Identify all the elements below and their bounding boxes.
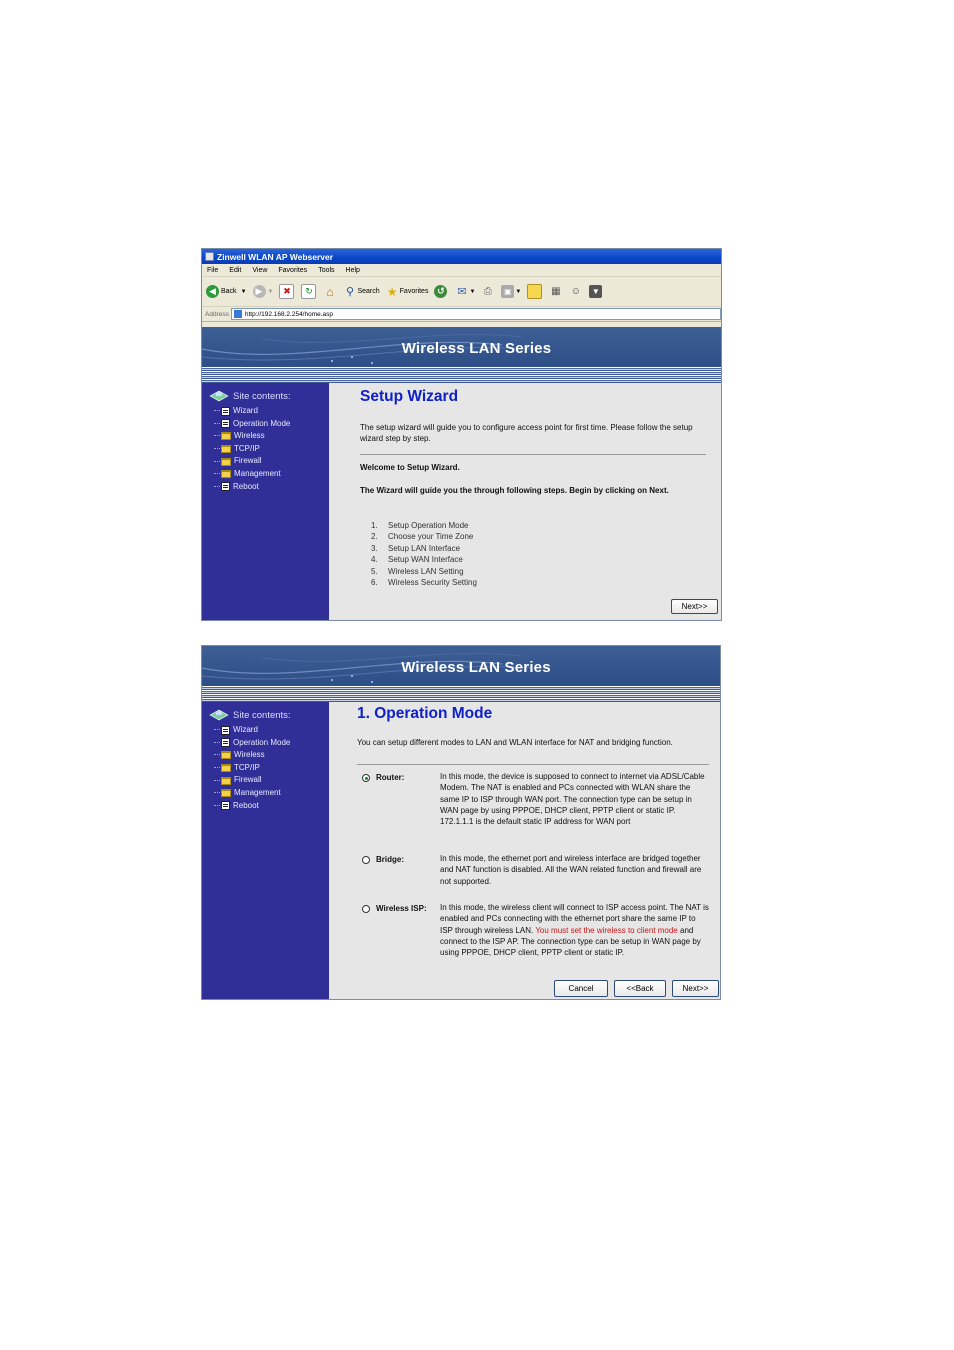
sidebar-item-firewall[interactable] (214, 774, 329, 787)
next-button[interactable]: Next>> (671, 599, 718, 614)
media-button[interactable] (589, 285, 603, 298)
banner-title: Wireless LAN Series (401, 340, 552, 357)
mail-icon: ✉ (457, 286, 467, 298)
home-button[interactable] (323, 285, 337, 298)
sidebar-heading-label: Site contents: (233, 391, 291, 402)
sidebar-heading (208, 707, 329, 721)
menu-tools[interactable]: Tools (318, 266, 335, 274)
menu-favorites[interactable]: Favorites (278, 266, 308, 274)
banner (202, 327, 721, 367)
banner (202, 646, 720, 686)
research-button[interactable] (549, 285, 563, 298)
step-number: 1. (371, 521, 378, 530)
divider (357, 764, 709, 765)
sidebar-item-label: Wizard (233, 406, 258, 415)
isp-desc-part-2: and connect to the ISP AP. The connection type can be setup in WAN page by using PPPOE, DHCP client, PPTP client or static IP. (440, 925, 701, 958)
site-tree (214, 724, 329, 812)
step-label: Wireless Security Setting (388, 578, 477, 588)
step-label: Setup Operation Mode (388, 521, 469, 530)
welcome-text: Welcome to Setup Wizard. (360, 463, 460, 472)
back-button[interactable] (206, 285, 247, 298)
stop-icon: ✖ (279, 284, 294, 299)
step-number: 3. (371, 543, 378, 553)
sidebar-item-management[interactable] (214, 468, 329, 481)
wireless-isp-label: Wireless ISP: (376, 904, 427, 913)
step-number: 4. (371, 555, 378, 565)
star-icon: ★ (386, 284, 398, 299)
folder-icon (221, 458, 231, 466)
folder-icon (221, 445, 231, 453)
paw-icon: ☺ (570, 286, 581, 297)
dropdown-arrow-icon: ▼ (240, 288, 247, 295)
list-item (371, 543, 477, 554)
document-icon (221, 801, 230, 810)
sidebar-item-operation-mode[interactable] (214, 418, 329, 431)
cancel-button[interactable]: Cancel (554, 980, 608, 997)
sidebar-item-label: Wizard (233, 725, 258, 734)
sidebar-item-label: Operation Mode (233, 418, 291, 428)
search-button[interactable] (343, 285, 379, 298)
sidebar-item-wireless[interactable] (214, 749, 329, 762)
sidebar-item-label: Wireless (234, 431, 265, 441)
list-item (371, 577, 477, 588)
folder-icon (221, 432, 231, 440)
menu-file[interactable]: File (207, 266, 219, 274)
address-url: http://192.168.2.254/home.asp (244, 310, 334, 318)
sidebar-item-label: Reboot (233, 800, 259, 810)
sidebar-item-reboot[interactable] (214, 800, 329, 813)
messenger-button[interactable] (569, 285, 583, 298)
divider (360, 454, 706, 455)
folder-icon (221, 764, 231, 772)
isp-warning-text: You must set the wireless to client mode (535, 925, 678, 935)
menu-help[interactable]: Help (345, 266, 360, 274)
guide-text: The Wizard will guide you the through following steps. Begin by clicking on Next. (360, 486, 669, 495)
browser-window (201, 248, 722, 621)
refresh-icon: ↻ (301, 284, 316, 299)
note-icon (527, 284, 542, 299)
banner-stripe (202, 367, 721, 383)
sidebar-heading (208, 388, 329, 402)
sidebar (202, 702, 329, 999)
sidebar-item-label: Operation Mode (233, 737, 291, 747)
history-button[interactable] (434, 285, 449, 298)
wireless-isp-radio[interactable] (362, 905, 370, 913)
page-icon (234, 310, 242, 318)
step-label: Setup LAN Interface (388, 543, 461, 553)
research-icon: ▦ (551, 286, 561, 297)
menu-bar (202, 264, 721, 277)
banner-title: Wireless LAN Series (401, 659, 551, 676)
sidebar-item-reboot[interactable] (214, 481, 329, 494)
document-icon (221, 482, 230, 491)
printer-icon: ⎙ (483, 286, 492, 297)
router-label: Router: (376, 773, 405, 782)
sidebar-item-label: Firewall (234, 775, 262, 785)
network-icon (208, 707, 230, 721)
window-titlebar (202, 249, 721, 264)
toolbar (202, 277, 721, 307)
back-label: Back (221, 288, 237, 295)
router-page-wizard (202, 327, 721, 620)
router-page-operation-mode (201, 645, 721, 1000)
folder-icon (221, 751, 231, 759)
search-icon: ⚲ (345, 286, 354, 298)
favorites-label: Favorites (399, 288, 429, 295)
bridge-radio[interactable] (362, 856, 370, 864)
step-number: 2. (371, 532, 378, 542)
print-button[interactable] (481, 285, 495, 298)
folder-icon (221, 777, 231, 785)
document-icon (221, 407, 230, 416)
menu-view[interactable]: View (252, 266, 268, 274)
sidebar-item-firewall[interactable] (214, 455, 329, 468)
steps-list (371, 520, 477, 588)
search-label: Search (357, 288, 380, 295)
dropdown-arrow-icon: ▼ (515, 288, 522, 295)
step-label: Setup WAN Interface (388, 555, 463, 565)
folder-icon (221, 789, 231, 797)
site-tree (214, 405, 329, 493)
step-label: Choose your Time Zone (388, 532, 474, 542)
page-title: Setup Wizard (360, 388, 459, 405)
sidebar-item-label: Management (234, 787, 281, 797)
document-icon (221, 738, 230, 747)
isp-desc-part-1: In this mode, the wireless client will connect to ISP access point. The NAT is enabled and PCs connecting with the ethernet port share the same IP to ISP through wireless LAN. (440, 903, 709, 935)
back-arrow-icon: ◀ (206, 285, 219, 298)
history-icon: ↺ (434, 285, 447, 298)
address-input[interactable] (231, 308, 721, 320)
router-description: In this mode, the device is supposed to connect to internet via ADSL/Cable Modem. The NAT is enabled and PCs connected with WLAN share the same IP to ISP through WAN port. The connection type can be setup in WAN page by using PPPOE, DHCP client, PPTP client or static IP. 172.1.1.1 is the default static IP address for WAN port (440, 772, 705, 827)
back-button[interactable]: <<Back (614, 980, 666, 997)
edit-button[interactable] (501, 285, 521, 298)
sidebar-item-tcpip[interactable] (214, 443, 329, 456)
app-icon (205, 252, 214, 261)
wireless-isp-description (440, 902, 710, 958)
bridge-description: In this mode, the ethernet port and wireless interface are bridged together and NAT function is disabled. All the WAN related function and firewall are not supported. (440, 854, 702, 886)
sidebar-item-label: Wireless (234, 750, 265, 760)
folder-icon (221, 470, 231, 478)
document-icon (221, 419, 230, 428)
sidebar-item-operation-mode[interactable] (214, 737, 329, 750)
router-radio[interactable] (362, 774, 370, 782)
sidebar-item-label: TCP/IP (234, 443, 260, 453)
forward-button[interactable] (253, 285, 274, 298)
sidebar-item-wizard[interactable] (214, 405, 329, 418)
menu-edit[interactable]: Edit (229, 266, 242, 274)
document-icon (221, 726, 230, 735)
sidebar-item-label: Reboot (233, 481, 259, 491)
sidebar-item-label: Management (234, 468, 281, 478)
next-button[interactable]: Next>> (672, 980, 719, 997)
page-body (202, 702, 720, 999)
forward-arrow-icon: ▶ (253, 285, 266, 298)
step-number: 6. (371, 578, 378, 588)
list-item (371, 531, 477, 542)
wizard-intro: The setup wizard will guide you to configure access point for first time. Please follow the setup wizard step by step. (360, 423, 693, 444)
main-content (329, 383, 721, 620)
dropdown-arrow-icon: ▼ (469, 288, 476, 295)
discuss-button[interactable] (527, 284, 543, 299)
bridge-label: Bridge: (376, 855, 404, 864)
mail-button[interactable] (455, 285, 475, 298)
refresh-button[interactable] (301, 284, 317, 299)
sidebar-item-wizard[interactable] (214, 724, 329, 737)
sidebar-item-label: Firewall (234, 456, 262, 466)
main-content (329, 702, 720, 999)
list-item (371, 520, 477, 531)
banner-stripe (202, 686, 720, 702)
list-item (371, 554, 477, 565)
page-body (202, 383, 721, 620)
sidebar-heading-label: Site contents: (233, 710, 291, 721)
address-bar (202, 307, 721, 322)
step-label: Wireless LAN Setting (388, 566, 464, 576)
sidebar-item-management[interactable] (214, 787, 329, 800)
home-icon: ⌂ (326, 284, 334, 299)
list-item (371, 566, 477, 577)
network-icon (208, 388, 230, 402)
address-label: Address (205, 310, 229, 318)
window-title: Zinwell WLAN AP Webserver (217, 251, 334, 262)
sidebar-item-wireless[interactable] (214, 430, 329, 443)
sidebar-item-tcpip[interactable] (214, 762, 329, 775)
step-number: 5. (371, 566, 378, 576)
opmode-intro: You can setup different modes to LAN and WLAN interface for NAT and bridging function. (357, 738, 673, 747)
page-title: 1. Operation Mode (357, 705, 493, 722)
sidebar-item-label: TCP/IP (234, 762, 260, 772)
edit-icon: ▣ (501, 285, 514, 298)
media-icon: ▼ (589, 285, 602, 298)
sidebar (202, 383, 329, 620)
stop-button[interactable] (279, 284, 295, 299)
favorites-button[interactable] (386, 285, 429, 298)
dropdown-arrow-icon: ▼ (267, 288, 274, 295)
